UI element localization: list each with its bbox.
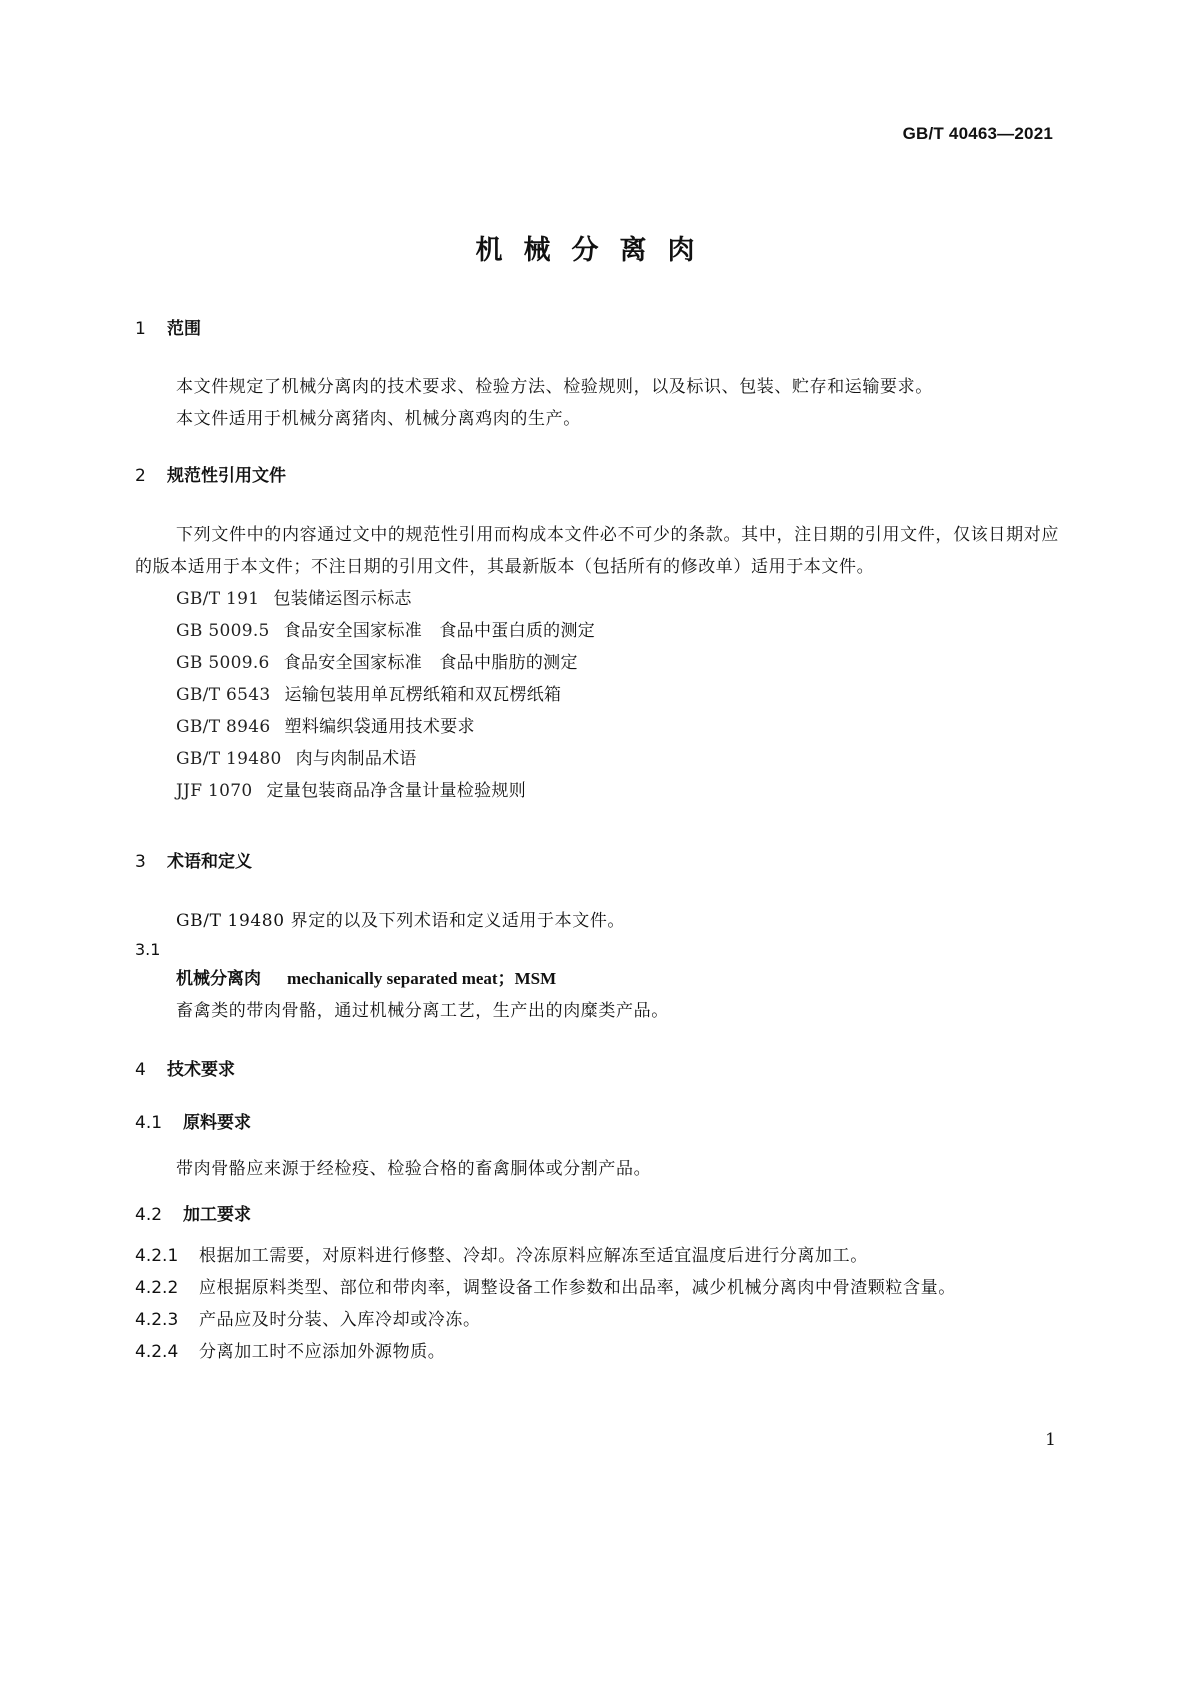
reference-code: GB 5009.5	[176, 621, 270, 641]
processing-clauses	[135, 1240, 1059, 1368]
clause-number: 4.2.2	[135, 1278, 179, 1298]
section-number: 2	[135, 466, 146, 486]
section-terms-definitions	[135, 850, 1059, 874]
reference-item	[135, 711, 1059, 743]
reference-item	[135, 679, 1059, 711]
terms-body	[135, 905, 1059, 1027]
clause-number: 4.2.4	[135, 1342, 179, 1362]
section-number: 4	[135, 1060, 146, 1080]
subsection-title: 加工要求	[183, 1205, 251, 1225]
terms-intro: GB/T 19480 界定的以及下列术语和定义适用于本文件。	[176, 911, 626, 931]
paragraph: 带肉骨骼应来源于经检疫、检验合格的畜禽胴体或分割产品。	[176, 1159, 652, 1179]
reference-title: 包装储运图示标志	[273, 589, 412, 609]
reference-code: GB 5009.6	[176, 653, 270, 673]
reference-code: JJF 1070	[176, 781, 253, 801]
document-title: 机械分离肉	[475, 235, 716, 266]
section-technical-requirements	[135, 1058, 1059, 1082]
paragraph: 本文件规定了机械分离肉的技术要求、检验方法、检验规则，以及标识、包装、贮存和运输要求。	[176, 377, 933, 397]
references-intro: 下列文件中的内容通过文中的规范性引用而构成本文件必不可少的条款。其中，注日期的引用文件，仅该日期对应的版本适用于本文件；不注日期的引用文件，其最新版本（包括所有的修改单）适用于本文件。	[135, 525, 1059, 577]
clause-text: 应根据原料类型、部位和带肉率，调整设备工作参数和出品率，减少机械分离肉中骨渣颗粒含量。	[199, 1278, 956, 1298]
section-number: 1	[135, 319, 146, 339]
section-scope	[135, 317, 1059, 341]
term-heading	[135, 963, 1059, 995]
page-number: 1	[1045, 1430, 1056, 1450]
reference-title: 食品安全国家标准 食品中脂肪的测定	[283, 653, 578, 673]
raw-materials-body	[135, 1153, 1059, 1185]
reference-item	[135, 583, 1059, 615]
clause-text: 分离加工时不应添加外源物质。	[199, 1342, 446, 1362]
term-name-en: mechanically separated meat；MSM	[287, 969, 557, 988]
clause-text: 产品应及时分装、入库冷却或冷冻。	[199, 1310, 481, 1330]
reference-item	[135, 775, 1059, 807]
standard-number: GB/T 40463—2021	[902, 124, 1053, 143]
section-heading	[135, 850, 1059, 874]
paragraph: 本文件适用于机械分离猪肉、机械分离鸡肉的生产。	[176, 409, 581, 429]
subsection-raw-materials	[135, 1111, 1059, 1135]
section-title: 技术要求	[167, 1060, 235, 1080]
section-heading	[135, 317, 1059, 341]
clause	[135, 1240, 1059, 1272]
reference-title: 运输包装用单瓦楞纸箱和双瓦楞纸箱	[284, 685, 562, 705]
section-title: 规范性引用文件	[167, 466, 286, 486]
subsection-heading	[135, 1203, 1059, 1227]
clause-text: 根据加工需要，对原料进行修整、冷却。冷冻原料应解冻至适宜温度后进行分离加工。	[199, 1246, 868, 1266]
reference-item	[135, 647, 1059, 679]
reference-title: 定量包装商品净含量计量检验规则	[266, 781, 526, 801]
subsection-number: 4.1	[135, 1113, 163, 1133]
clause-number: 4.2.1	[135, 1246, 179, 1266]
reference-title: 肉与肉制品术语	[295, 749, 417, 769]
reference-item	[135, 615, 1059, 647]
section-normative-references	[135, 464, 1059, 488]
reference-code: GB/T 8946	[176, 717, 271, 737]
term-definition: 畜禽类的带肉骨骼，通过机械分离工艺，生产出的肉糜类产品。	[176, 1001, 669, 1021]
scope-body	[135, 371, 1059, 435]
reference-title: 塑料编织袋通用技术要求	[284, 717, 475, 737]
section-number: 3	[135, 852, 146, 872]
subsection-title: 原料要求	[183, 1113, 251, 1133]
reference-code: GB/T 191	[176, 589, 260, 609]
term-number: 3.1	[135, 940, 161, 959]
clause	[135, 1304, 1059, 1336]
term-name-zh: 机械分离肉	[176, 969, 261, 989]
clause	[135, 1272, 1059, 1304]
reference-code: GB/T 6543	[176, 685, 271, 705]
subsection-heading	[135, 1111, 1059, 1135]
section-title: 范围	[167, 319, 201, 339]
subsection-number: 4.2	[135, 1205, 163, 1225]
reference-code: GB/T 19480	[176, 749, 282, 769]
section-heading	[135, 464, 1059, 488]
reference-item	[135, 743, 1059, 775]
clause	[135, 1336, 1059, 1368]
section-title: 术语和定义	[167, 852, 252, 872]
subsection-processing	[135, 1203, 1059, 1227]
reference-list	[135, 583, 1059, 807]
section-heading	[135, 1058, 1059, 1082]
clause-number: 4.2.3	[135, 1310, 179, 1330]
references-body	[135, 519, 1059, 807]
reference-title: 食品安全国家标准 食品中蛋白质的测定	[283, 621, 596, 641]
